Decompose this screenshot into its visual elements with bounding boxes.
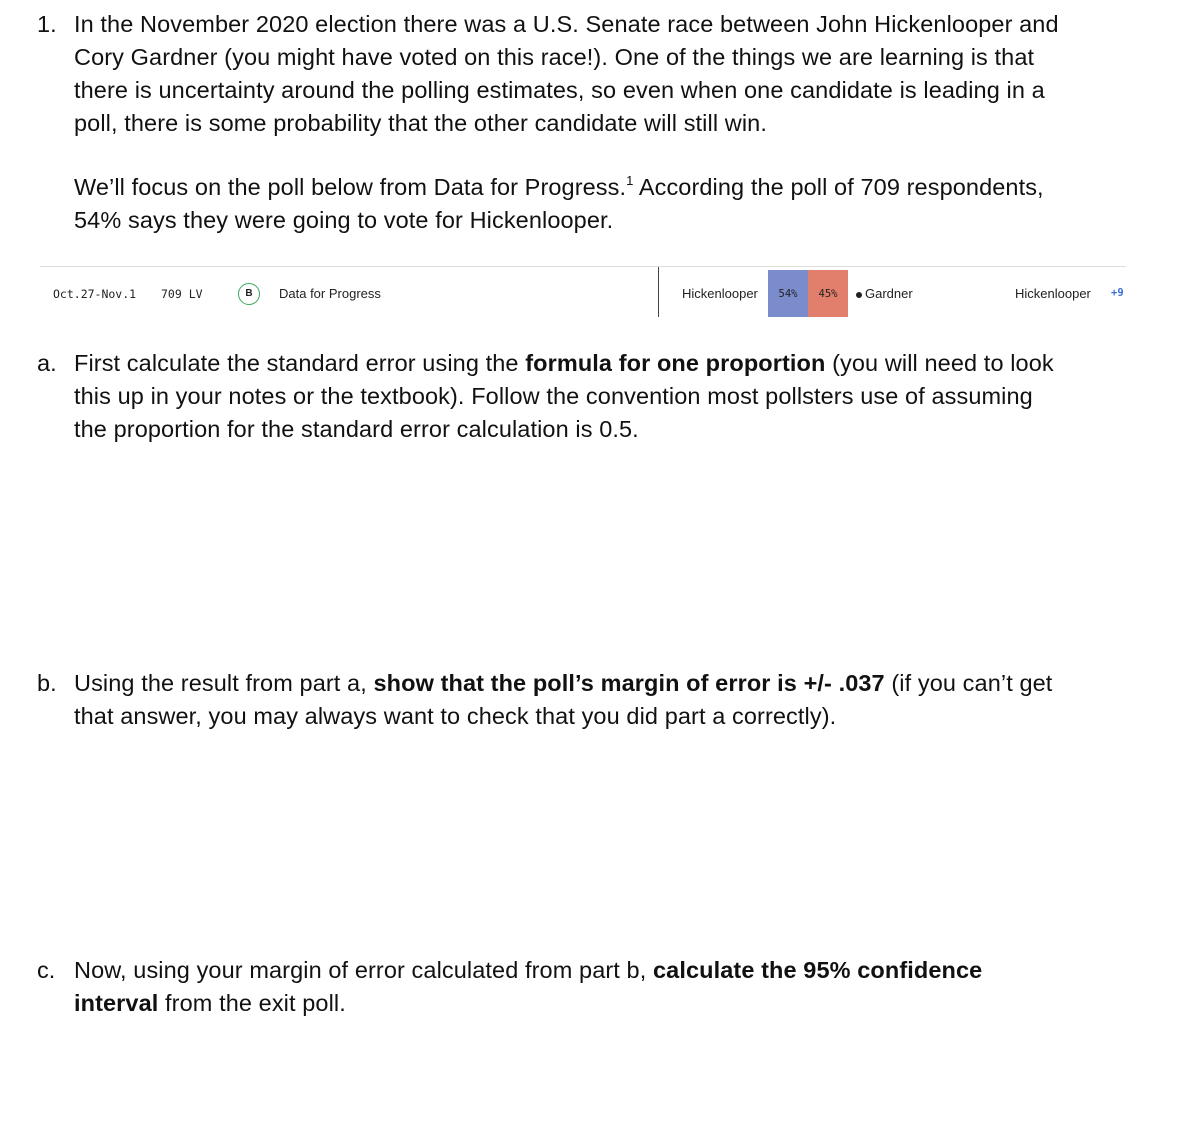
part-a-text-1: First calculate the standard error using the: [74, 350, 526, 376]
part-c-text-2: from the exit poll.: [158, 990, 346, 1016]
focus-text: We’ll focus on the poll below from Data for Progress.: [74, 174, 627, 200]
part-c-text: [74, 954, 982, 1020]
pollster-grade-badge: B: [238, 283, 260, 305]
part-a-text-2: (you will need to look: [825, 350, 1054, 376]
part-c-line-1: [74, 954, 982, 987]
part-b-label: b.: [37, 670, 57, 696]
bar-hickenlooper: [768, 270, 808, 317]
intro-line-4: poll, there is some probability that the other candidate will still win.: [74, 110, 767, 136]
part-b-bold: show that the poll’s margin of error is +/- .037: [373, 670, 885, 696]
focus-paragraph: [74, 171, 1044, 237]
question-number: 1.: [37, 11, 57, 37]
part-a-label: a.: [37, 350, 57, 376]
focus-line-2: 54% says they were going to vote for Hickenlooper.: [74, 207, 614, 233]
part-b-line-1: [74, 667, 1052, 700]
part-a-text: [74, 347, 1054, 446]
candidate2-label: Gardner: [865, 286, 913, 301]
part-a-line-3: the proportion for the standard error calculation is 0.5.: [74, 416, 639, 442]
part-c-bold-1: calculate the 95% confidence: [653, 957, 983, 983]
pollster-name: Data for Progress: [279, 286, 381, 301]
poll-divider: [658, 267, 659, 317]
part-c-line-2: [74, 987, 982, 1020]
part-c-label: c.: [37, 957, 56, 983]
part-a-line-2: this up in your notes or the textbook). Follow the convention most pollsters use of assuming: [74, 383, 1033, 409]
part-b-text-2: (if you can’t get: [884, 670, 1053, 696]
part-c-bold-2: interval: [74, 990, 159, 1016]
intro-line-3: there is uncertainty around the polling estimates, so even when one candidate is leading in a: [74, 77, 1045, 103]
intro-line-2: Cory Gardner (you might have voted on this race!). One of the things we are learning is that: [74, 44, 1035, 70]
intro-line-1: In the November 2020 election there was a U.S. Senate race between John Hickenlooper and: [74, 11, 1059, 37]
poll-margin: +9: [1111, 287, 1124, 299]
poll-sample: 709 LV: [161, 287, 203, 301]
bar-gardner: [808, 270, 848, 317]
part-c-text-1: Now, using your margin of error calculated from part b,: [74, 957, 653, 983]
footnote-marker: 1: [626, 173, 634, 188]
candidate1-label: Hickenlooper: [682, 286, 758, 301]
part-b-line-2: that answer, you may always want to check that you did part a correctly).: [74, 703, 837, 729]
question-intro: [74, 8, 1059, 140]
poll-dates: Oct.27-Nov.1: [53, 287, 137, 301]
focus-line-1: [74, 171, 1044, 204]
candidate2-pct: 45%: [818, 288, 838, 300]
candidate1-pct: 54%: [778, 288, 798, 300]
focus-text-cont: According the poll of 709 respondents,: [633, 174, 1044, 200]
part-a-bold: formula for one proportion: [525, 350, 826, 376]
part-b-text-1: Using the result from part a,: [74, 670, 374, 696]
part-b-text: [74, 667, 1052, 733]
poll-leader: Hickenlooper: [1015, 286, 1091, 301]
bullet-dot-icon: [856, 292, 862, 298]
part-a-line-1: [74, 347, 1054, 380]
poll-row: [40, 266, 1126, 319]
